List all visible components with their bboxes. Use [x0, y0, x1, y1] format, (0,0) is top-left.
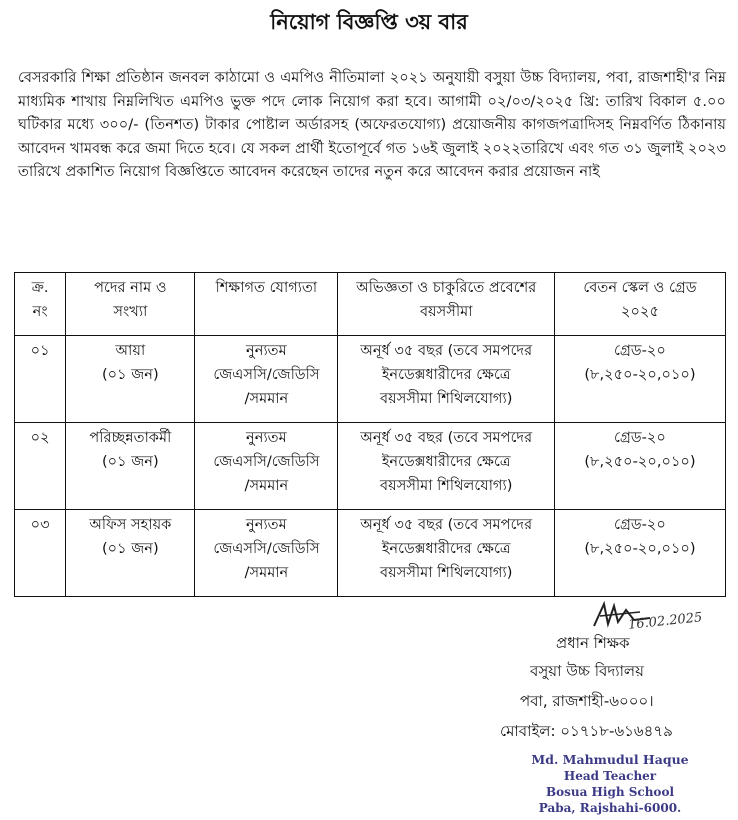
cell-pay-scale: গ্রেড-২০ (৮,২৫০-২০,০১০): [554, 336, 725, 423]
header-pay-scale: বেতন স্কেল ও গ্রেড ২০২৫: [554, 273, 725, 336]
signatory-address: পবা, রাজশাহী-৬০০০।: [520, 692, 654, 710]
stamp-address: Paba, Rajshahi-6000.: [538, 801, 682, 815]
stamp-name: Md. Mahmudul Haque: [531, 752, 689, 767]
cell-age-limit: অনূর্ধ ৩৫ বছর (তবে সমপদের ইনডেক্সধারীদের ক্ষেত্রে বয়সসীমা শিথিলযোগ্য): [338, 336, 555, 423]
cell-age-limit: অনূর্ধ ৩৫ বছর (তবে সমপদের ইনডেক্সধারীদের ক্ষেত্রে বয়সসীমা শিথিলযোগ্য): [338, 510, 555, 597]
header-serial: ক্র. নং: [15, 273, 66, 336]
cell-pay-scale: গ্রেড-২০ (৮,২৫০-২০,০১০): [554, 423, 725, 510]
header-qualification: শিক্ষাগত যোগ্যতা: [195, 273, 338, 336]
signature-date: 16.02.2025: [627, 610, 704, 633]
recruitment-table: [14, 272, 726, 597]
cell-age-limit: অনূর্ধ ৩৫ বছর (তবে সমপদের ইনডেক্সধারীদের ক্ষেত্রে বয়সসীমা শিথিলযোগ্য): [338, 423, 555, 510]
notice-body: বেসরকারি শিক্ষা প্রতিষ্ঠান জনবল কাঠামো ও এমপিও নীতিমালা ২০২১ অনুযায়ী বসুয়া উচ্চ বিদ্যালয়, পবা, রাজশাহী'র নিম্ন মাধ্যমিক শাখায় নিম্নলিখিত এমপিও ভুক্ত পদে লোক নিয়োগ করা হবে। আগামী ০২/০৩/২০২৫ খ্রি: তারিখ বিকাল ৫.০০ ঘটিকার মধ্যে ৩০০/- (তিনশত) টাকার পোষ্টাল অর্ডারসহ (অফেরতযোগ্য) প্রয়োজনীয় কাগজপত্রাদিসহ নিম্নবর্ণিত ঠিকানায় আবেদন খামবন্ধ করে জমা দিতে হবে। যে সকল প্রার্থী ইতোপূর্বে গত ১৬ই জুলাই ২০২২তারিখে এবং গত ৩১ জুলাই ২০২৩ তারিখে প্রকাশিত নিয়োগ বিজ্ঞপ্তিতে আবেদন করেছেন তাদের নতুন করে আবেদন করার প্রয়োজন নাই: [18, 69, 726, 180]
cell-post: আয়া (০১ জন): [66, 336, 195, 423]
table-header-row: [15, 273, 726, 336]
cell-pay-scale: গ্রেড-২০ (৮,২৫০-২০,০১০): [554, 510, 725, 597]
cell-qualification: নুন্যতম জেএসসি/জেডিসি /সমমান: [195, 510, 338, 597]
cell-serial: ০৩: [15, 510, 66, 597]
signatory-title: প্রধান শিক্ষক: [556, 634, 630, 652]
cell-post: অফিস সহায়ক (০১ জন): [66, 510, 195, 597]
official-stamp: [510, 752, 710, 816]
table-row: [15, 336, 726, 423]
notice-title: নিয়োগ বিজ্ঞপ্তি ৩য় বার: [270, 10, 468, 34]
header-post: পদের নাম ও সংখ্যা: [66, 273, 195, 336]
cell-serial: ০২: [15, 423, 66, 510]
stamp-designation: Head Teacher: [563, 769, 657, 783]
cell-serial: ০১: [15, 336, 66, 423]
cell-qualification: নুন্যতম জেএসসি/জেডিসি /সমমান: [195, 336, 338, 423]
signatory-mobile: মোবাইল: ০১৭১৮-৬১৬৪৭৯: [500, 722, 673, 740]
table-row: [15, 510, 726, 597]
header-age-limit: অভিজ্ঞতা ও চাকুরিতে প্রবেশের বয়সসীমা: [338, 273, 555, 336]
cell-post: পরিচ্ছন্নতাকর্মী (০১ জন): [66, 423, 195, 510]
table-row: [15, 423, 726, 510]
signatory-school: বসুয়া উচ্চ বিদ্যালয়: [530, 662, 644, 680]
stamp-school: Bosua High School: [545, 785, 675, 799]
cell-qualification: নুন্যতম জেএসসি/জেডিসি /সমমান: [195, 423, 338, 510]
